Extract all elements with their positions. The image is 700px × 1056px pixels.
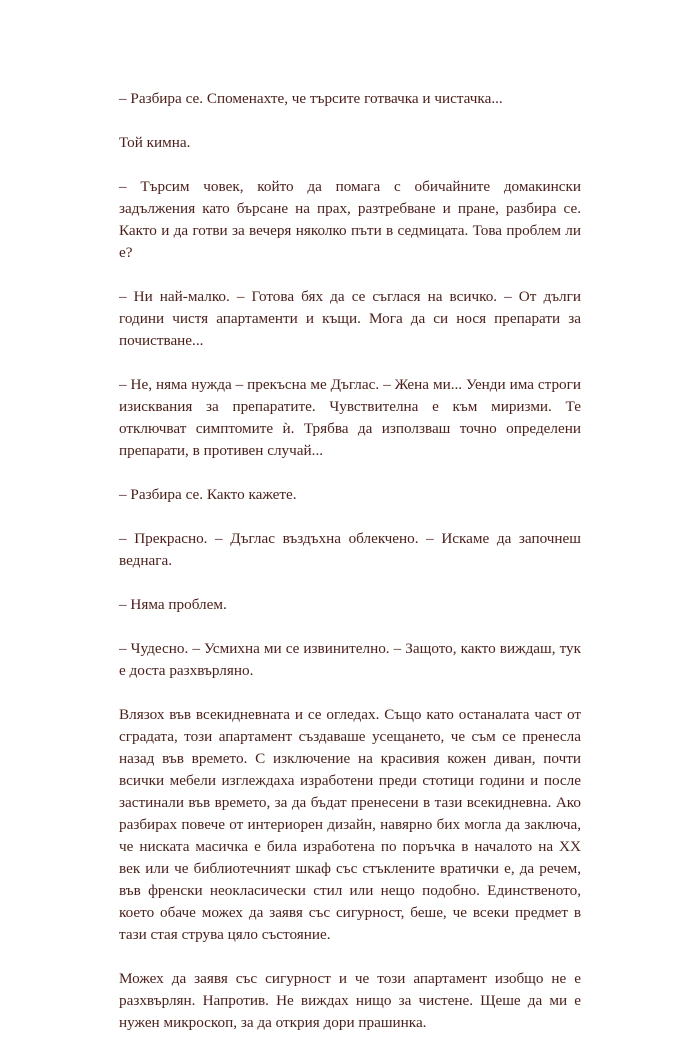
paragraph-8: – Няма проблем.: [119, 596, 227, 613]
paragraph-6: – Разбира се. Както кажете.: [119, 486, 297, 503]
page-text: [119, 88, 581, 1056]
paragraph-2: Той кимна.: [119, 134, 191, 151]
paragraph-7: – Прекрасно. – Дъглас въздъхна облекчено. – Искаме да започнеш веднага.: [119, 530, 581, 569]
paragraph-10: Влязох във всекидневната и се огледах. Също като останалата част от сградата, този апартамент създаваше усещането, че съм се пренесла назад във времето. С изключение на красивия кожен диван, почти всички мебели изглеждаха изработени преди стотици години и после застинали във времето, за да бъдат пренесени в тази всекидневна. Ако разбирах повече от интериорен дизайн, навярно бих могла да заключа, че ниската масичка е била изработена по поръчка в началото на XX век или че библиотечният шкаф със стъклените вратички е, да речем, във френски неокласически стил или нещо подобно. Единственото, което обаче можех да заявя със сигурност, беше, че всеки предмет в тази стая струва цяло състояние.: [119, 706, 581, 943]
paragraph-3: – Търсим човек, който да помага с обичайните домакински задължения като бърсане на прах, разтребване и пране, разбира се. Както и да готви за вечеря няколко пъти в седмицата. Това проблем ли е?: [119, 178, 581, 261]
paragraph-11: Можех да заявя със сигурност и че този апартамент изобщо не е разхвърлян. Напротив. Не виждах нищо за чистене. Щеше да ми е нужен микроскоп, за да открия дори прашинка.: [119, 970, 581, 1031]
paragraph-4: – Ни най-малко. – Готова бях да се съглася на всичко. – От дълги години чистя апартаменти и къщи. Мога да си нося препарати за почистване...: [119, 288, 581, 349]
paragraph-1: – Разбира се. Споменахте, че търсите готвачка и чистачка...: [119, 90, 503, 107]
paragraph-5: – Не, няма нужда – прекъсна ме Дъглас. – Жена ми... Уенди има строги изисквания за препаратите. Чувствителна е към миризми. Те отключват симптомите ѝ. Трябва да използваш точно определени препарати, в противен случай...: [119, 376, 581, 459]
paragraph-9: – Чудесно. – Усмихна ми се извинително. – Защото, както виждаш, тук е доста разхвърляно.: [119, 640, 581, 679]
